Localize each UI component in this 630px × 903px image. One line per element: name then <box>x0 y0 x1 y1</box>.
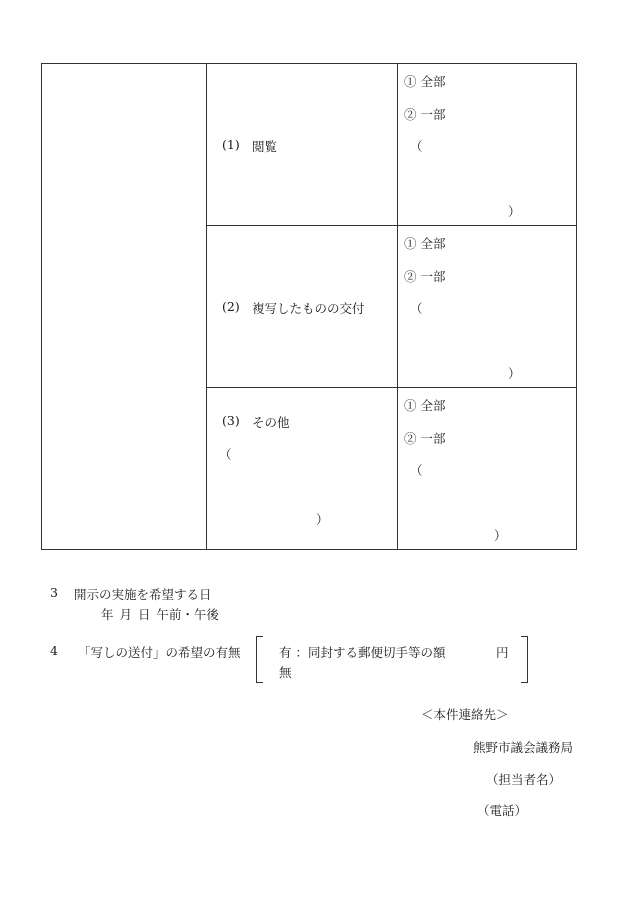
section4-right-bracket <box>521 636 528 683</box>
section4-no-label: 無 <box>279 665 292 680</box>
row1-choice-all: ① 全部 <box>404 74 446 89</box>
row3-choice-part: ② 一部 <box>404 431 446 446</box>
row3-open-paren: （ <box>219 447 232 462</box>
section4-yen: 円 <box>496 645 509 660</box>
column-divider-2 <box>397 63 398 550</box>
contact-office: 熊野市議会議務局 <box>473 740 574 755</box>
row3-close-paren: ） <box>316 512 329 527</box>
row3-method-label: その他 <box>252 415 290 430</box>
row1-choice-part: ② 一部 <box>404 107 446 122</box>
row2-choice-part: ② 一部 <box>404 269 446 284</box>
column-divider-1 <box>206 63 207 550</box>
row3-choice-close-paren: ） <box>494 528 507 543</box>
row2-choice-open-paren: （ <box>410 301 423 316</box>
section3-number: 3 <box>50 585 58 600</box>
table-right-border <box>576 63 577 550</box>
section4-title: 「写しの送付」の希望の有無 <box>78 645 241 660</box>
row2-method-label: 複写したものの交付 <box>252 301 365 316</box>
section3-title: 開示の実施を希望する日 <box>74 587 212 602</box>
row1-method-number: (1) <box>222 137 240 152</box>
row1-choice-open-paren: （ <box>410 139 423 154</box>
section3-date-line: 年 月 日 午前・午後 <box>101 607 219 622</box>
row2-choice-all: ① 全部 <box>404 236 446 251</box>
table-top-border <box>41 63 577 64</box>
table-left-border <box>41 63 42 550</box>
row-divider-2 <box>206 387 577 388</box>
row3-method-number: (3) <box>222 413 240 428</box>
row2-method-number: (2) <box>222 299 240 314</box>
contact-phone: （電話） <box>477 803 528 818</box>
contact-heading: ＜本件連絡先＞ <box>421 707 509 722</box>
contact-person: （担当者名） <box>486 772 562 787</box>
table-bottom-border <box>41 549 577 550</box>
section4-left-bracket <box>256 636 263 683</box>
section4-yes-label: 有 ：同封する郵便切手等の額 <box>279 645 446 660</box>
row3-choice-all: ① 全部 <box>404 398 446 413</box>
row1-choice-close-paren: ） <box>508 204 521 219</box>
row3-choice-open-paren: （ <box>410 463 423 478</box>
row2-choice-close-paren: ） <box>508 366 521 381</box>
row1-method-label: 閲覧 <box>252 139 278 154</box>
section4-number: 4 <box>50 643 58 658</box>
row-divider-1 <box>206 225 577 226</box>
